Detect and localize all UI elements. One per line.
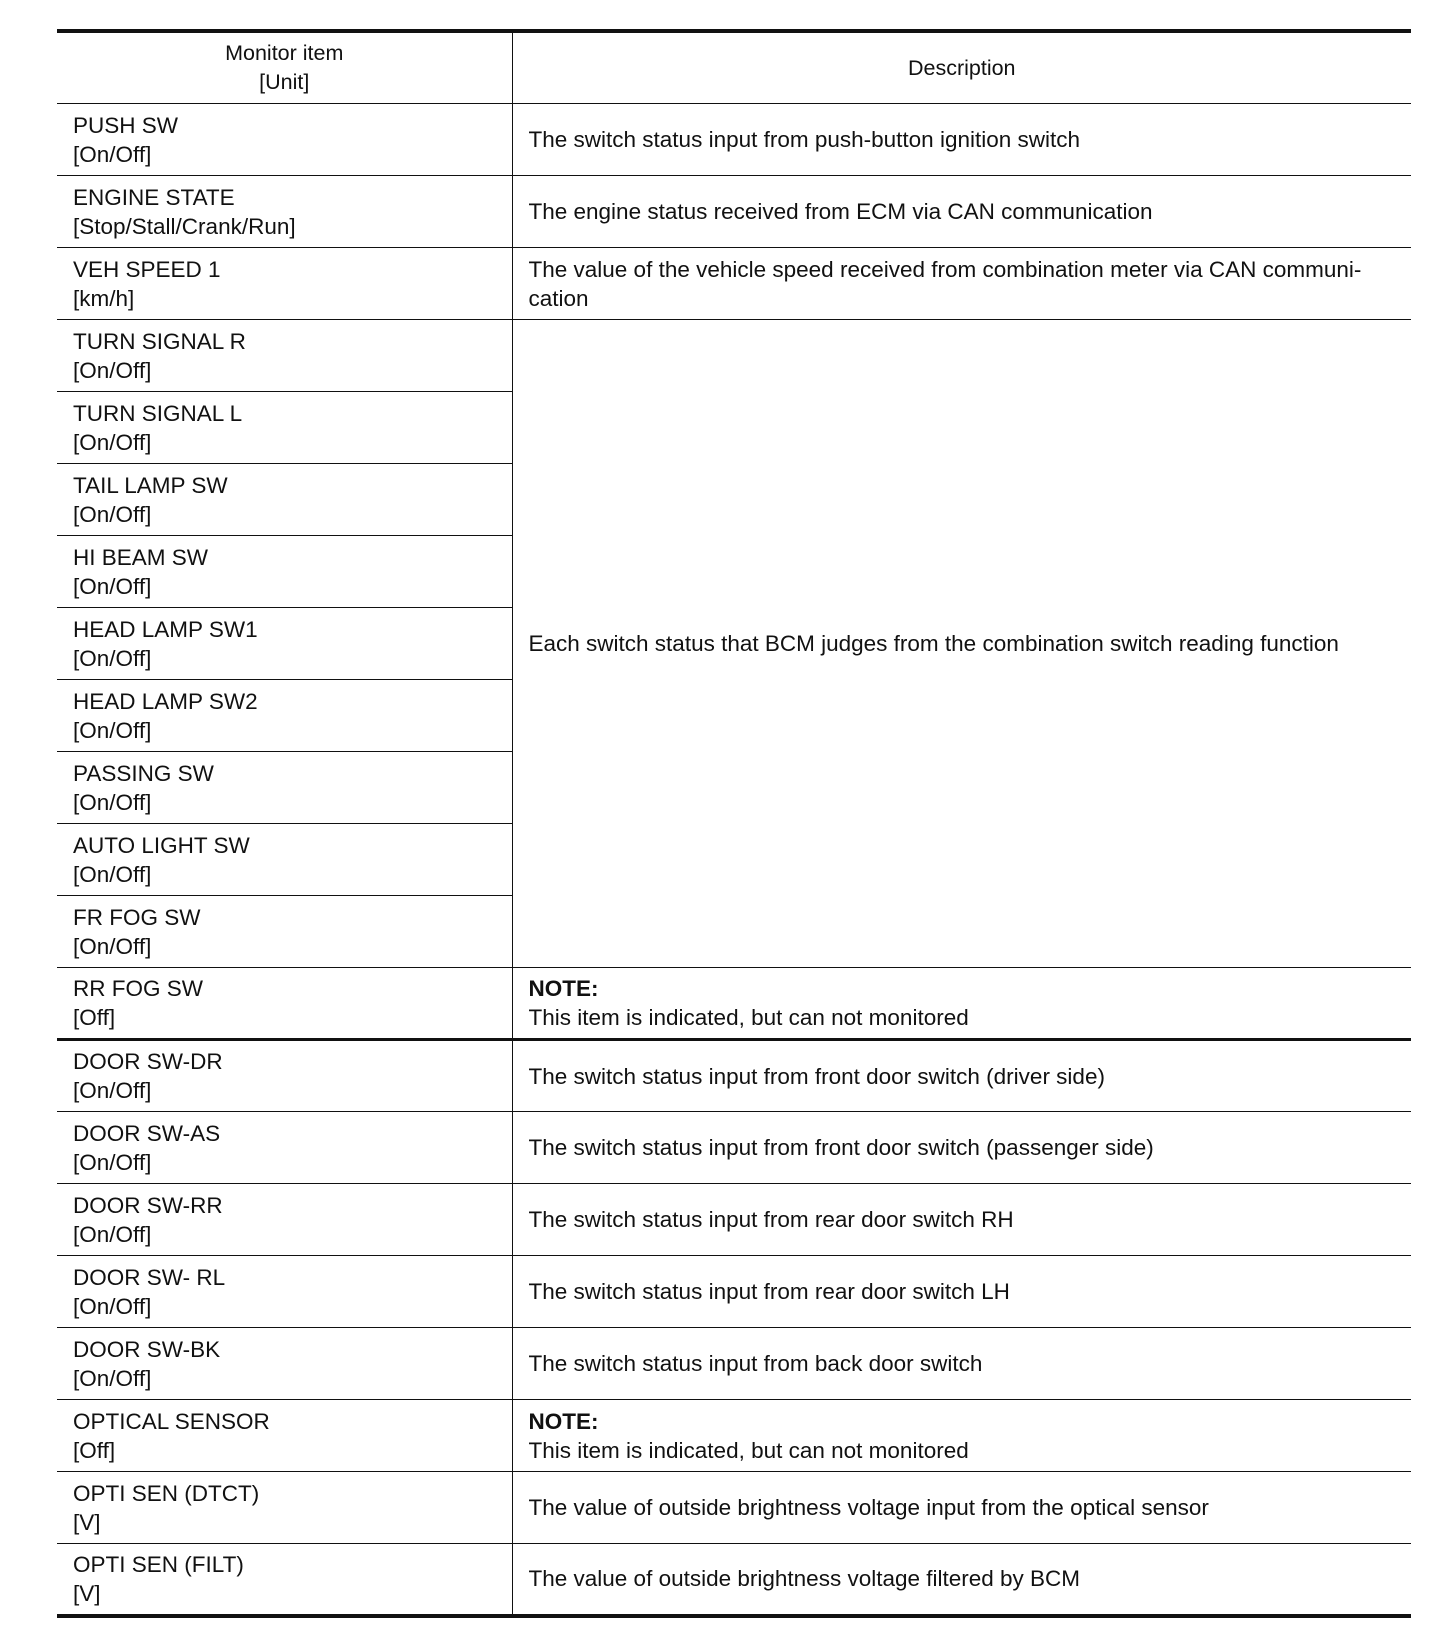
monitor-item-cell (57, 392, 512, 464)
monitor-item-cell (57, 1328, 512, 1400)
monitor-item-unit: [On/Off] (73, 717, 152, 743)
combination-switch-description-cell: Each switch status that BCM judges from the combination switch reading function (512, 320, 1411, 968)
header-unit-label: [Unit] (259, 70, 310, 94)
monitor-item-unit: [On/Off] (73, 1293, 152, 1319)
monitor-item-cell (57, 1544, 512, 1616)
monitor-item-unit: [On/Off] (73, 141, 152, 167)
monitor-item-cell (57, 464, 512, 536)
monitor-item-cell (57, 896, 512, 968)
monitor-item-name: DOOR SW-BK (73, 1336, 221, 1362)
description-cell: The switch status input from front door switch (passenger side) (512, 1112, 1411, 1184)
monitor-item-cell (57, 608, 512, 680)
description-cell: The switch status input from rear door switch LH (512, 1256, 1411, 1328)
monitor-item-name: DOOR SW-DR (73, 1049, 223, 1074)
monitor-item-cell (57, 1472, 512, 1544)
description-cell: The switch status input from rear door switch RH (512, 1184, 1411, 1256)
monitor-item-cell (57, 1112, 512, 1184)
table-row (57, 1400, 1411, 1472)
table-row (57, 1472, 1411, 1544)
monitor-item-name: AUTO LIGHT SW (73, 832, 250, 858)
monitor-item-cell (57, 104, 512, 176)
monitor-item-unit: [On/Off] (73, 1149, 152, 1175)
table-row (57, 176, 1411, 248)
monitor-item-cell (57, 824, 512, 896)
monitor-item-cell (57, 1400, 512, 1472)
monitor-item-name: ENGINE STATE (73, 184, 235, 210)
monitor-item-unit: [On/Off] (73, 645, 152, 671)
note-text: This item is indicated, but can not monitored (528, 1437, 969, 1463)
table-row (57, 1184, 1411, 1256)
monitor-item-name: DOOR SW-RR (73, 1192, 223, 1218)
monitor-item-name: OPTICAL SENSOR (73, 1408, 270, 1434)
monitor-item-name: RR FOG SW (73, 976, 203, 1001)
monitor-item-name: HEAD LAMP SW2 (73, 688, 258, 714)
monitor-item-unit: [Off] (73, 1005, 116, 1030)
note-text: This item is indicated, but can not monitored (528, 1005, 969, 1030)
header-description: Description (512, 31, 1411, 104)
description-cell: The switch status input from back door switch (512, 1328, 1411, 1400)
monitor-item-cell (57, 968, 512, 1040)
description-cell: The value of the vehicle speed received from combination meter via CAN communi-cation (512, 248, 1411, 320)
monitor-item-cell (57, 1256, 512, 1328)
monitor-item-unit: [On/Off] (73, 789, 152, 815)
note-label: NOTE: (528, 976, 599, 1001)
table-row (57, 1256, 1411, 1328)
monitor-item-name: DOOR SW- RL (73, 1264, 226, 1290)
monitor-item-name: PASSING SW (73, 760, 214, 786)
table-row (57, 104, 1411, 176)
note-cell (512, 968, 1411, 1040)
monitor-item-name: FR FOG SW (73, 904, 201, 930)
monitor-item-cell (57, 248, 512, 320)
table-row (57, 248, 1411, 320)
monitor-item-name: VEH SPEED 1 (73, 256, 221, 282)
note-cell (512, 1400, 1411, 1472)
monitor-item-name: TURN SIGNAL R (73, 328, 246, 354)
monitor-item-unit: [On/Off] (73, 1221, 152, 1247)
description-cell: The value of outside brightness voltage input from the optical sensor (512, 1472, 1411, 1544)
monitor-item-unit: [On/Off] (73, 357, 152, 383)
monitor-item-cell (57, 752, 512, 824)
table-row (57, 320, 1411, 392)
monitor-item-unit: [On/Off] (73, 1078, 152, 1103)
monitor-item-cell (57, 536, 512, 608)
monitor-item-table (57, 29, 1411, 1618)
table-header-row (57, 31, 1411, 104)
table-row (57, 1328, 1411, 1400)
monitor-item-unit: [V] (73, 1509, 101, 1535)
description-cell: The value of outside brightness voltage filtered by BCM (528, 1566, 1081, 1592)
table-row (57, 968, 1411, 1040)
monitor-item-unit: [Stop/Stall/Crank/Run] (73, 213, 296, 239)
table-row (57, 1040, 1411, 1112)
monitor-item-name: TURN SIGNAL L (73, 400, 243, 426)
table-row (57, 1544, 1411, 1616)
monitor-item-unit: [On/Off] (73, 573, 152, 599)
header-monitor-item (57, 31, 512, 104)
header-item-label: Monitor item (225, 41, 344, 65)
monitor-item-name: OPTI SEN (DTCT) (73, 1480, 260, 1506)
description-cell: The switch status input from front door switch (driver side) (512, 1040, 1411, 1112)
note-label: NOTE: (528, 1408, 599, 1434)
monitor-item-unit: [km/h] (73, 285, 135, 311)
monitor-item-unit: [On/Off] (73, 861, 152, 887)
monitor-item-unit: [V] (73, 1580, 101, 1606)
monitor-item-unit: [Off] (73, 1437, 116, 1463)
table-row (57, 1112, 1411, 1184)
monitor-item-cell (57, 1184, 512, 1256)
monitor-item-cell (57, 680, 512, 752)
monitor-item-cell (57, 1040, 512, 1112)
description-cell: The switch status input from push-button ignition switch (512, 104, 1411, 176)
monitor-item-name: DOOR SW-AS (73, 1120, 221, 1146)
monitor-item-name: HI BEAM SW (73, 544, 209, 570)
monitor-item-unit: [On/Off] (73, 1365, 152, 1391)
monitor-item-cell (57, 176, 512, 248)
description-cell: The engine status received from ECM via CAN communication (512, 176, 1411, 248)
monitor-item-name: TAIL LAMP SW (73, 472, 228, 498)
monitor-item-unit: [On/Off] (73, 501, 152, 527)
monitor-item-name: OPTI SEN (FILT) (73, 1551, 244, 1577)
monitor-item-name: HEAD LAMP SW1 (73, 616, 258, 642)
monitor-item-unit: [On/Off] (73, 933, 152, 959)
monitor-item-unit: [On/Off] (73, 429, 152, 455)
monitor-item-cell (57, 320, 512, 392)
monitor-item-name: PUSH SW (73, 112, 179, 138)
